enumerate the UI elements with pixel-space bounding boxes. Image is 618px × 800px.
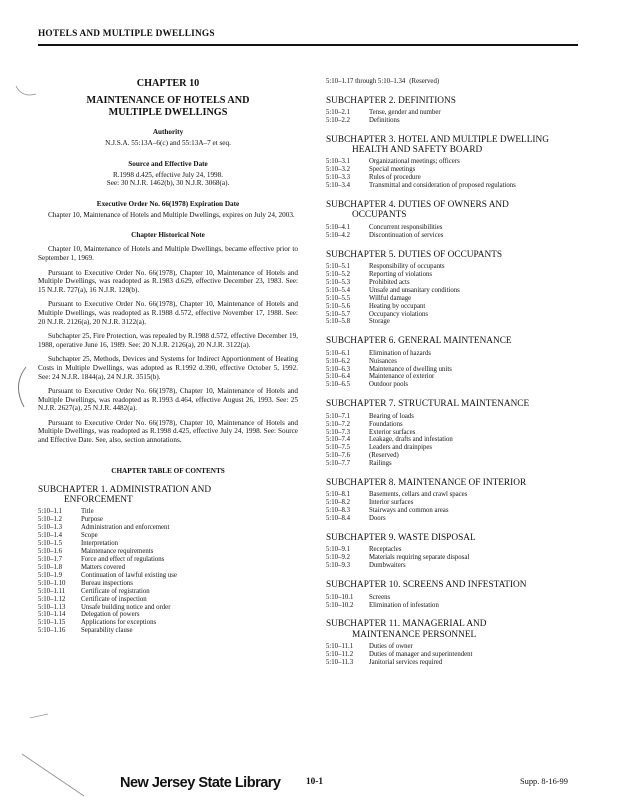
section-title: Interpretation — [81, 539, 118, 547]
toc-entry — [38, 619, 298, 627]
section-title: Tense, gender and number — [369, 109, 441, 117]
section-title: Delegation of powers — [81, 611, 140, 619]
section-number: 5:10–1.8 — [38, 563, 62, 571]
subchapter-title-cont: ENFORCEMENT — [64, 494, 133, 505]
toc-entry — [326, 174, 582, 182]
library-stamp: New Jersey State Library — [120, 775, 281, 791]
section-list — [326, 350, 582, 390]
toc-entry — [326, 224, 582, 232]
scan-mark — [28, 710, 50, 722]
toc-entry — [326, 232, 582, 240]
section-title: Reporting of violations — [369, 270, 433, 278]
section-number: 5:10–3.1 — [326, 158, 350, 166]
toc-entry — [326, 109, 582, 117]
toc-entry — [38, 596, 298, 604]
section-title: Interior surfaces — [369, 499, 414, 507]
toc-entry — [38, 580, 298, 588]
toc-entry — [38, 611, 298, 619]
page-number: 10-1 — [306, 777, 324, 787]
section-number: 5:10–3.4 — [326, 182, 350, 190]
section-list — [326, 413, 582, 469]
toc-entry — [326, 166, 582, 174]
toc-entry — [326, 295, 582, 303]
section-number: 5:10–9.2 — [326, 554, 350, 562]
toc-entry — [38, 564, 298, 572]
section-number: 5:10–1.9 — [38, 571, 62, 579]
section-title: Purpose — [81, 516, 103, 524]
source-line-2: See: 30 N.J.R. 1462(b), 30 N.J.R. 3068(a). — [106, 179, 230, 188]
subchapter-heading — [326, 478, 582, 488]
section-number: 5:10–6.3 — [326, 365, 350, 373]
section-title: Elimination of infestation — [369, 601, 439, 609]
section-number: 5:10–10.2 — [326, 601, 354, 609]
section-title: (Reserved) — [369, 452, 399, 460]
section-title: Materials requiring separate disposal — [369, 554, 470, 562]
toc-entry — [326, 350, 582, 358]
toc-entry — [326, 318, 582, 326]
section-title: Duties of owner — [369, 642, 413, 650]
chapter-title-line-2: MULTIPLE DWELLINGS — [108, 107, 228, 118]
section-list — [326, 643, 582, 667]
toc-entry — [326, 381, 582, 389]
section-number: 5:10–7.3 — [326, 428, 350, 436]
section-title: Bearing of loads — [369, 412, 414, 420]
section-title: Transmittal and consideration of proposed regulations — [369, 182, 516, 190]
subchapter-title: SUBCHAPTER 5. DUTIES OF OCCUPANTS — [326, 249, 503, 260]
toc-entry — [38, 524, 298, 532]
source-heading: Source and Effective Date — [128, 159, 208, 168]
toc-entry — [326, 602, 582, 610]
section-number: 5:10–11.1 — [326, 642, 354, 650]
section-title: Responsibility of occupants — [369, 262, 445, 270]
section-number: 5:10–5.4 — [326, 286, 350, 294]
section-number: 5:10–1.1 — [38, 508, 62, 516]
toc-entry — [326, 651, 582, 659]
section-list — [38, 508, 298, 635]
section-title: Maintenance requirements — [81, 547, 154, 555]
toc-entry — [326, 311, 582, 319]
toc-entry — [326, 279, 582, 287]
section-title: Certificate of registration — [81, 587, 150, 595]
section-title: Occupancy violations — [369, 310, 429, 318]
subchapter-heading — [326, 96, 582, 106]
toc-entry — [326, 358, 582, 366]
section-number: 5:10–1.15 — [38, 619, 66, 627]
toc-entry — [326, 562, 582, 570]
toc-entry — [326, 413, 582, 421]
toc-heading: CHAPTER TABLE OF CONTENTS — [111, 466, 225, 475]
section-number: 5:10–7.2 — [326, 420, 350, 428]
history-paragraph: Subchapter 25, Fire Protection, was repealed by R.1988 d.572, effective December 19, 1988, operative June 16, 1989. See: 20 N.J.R. 2126(a), 20 N.J.R. 3122(a). — [38, 332, 298, 349]
section-title: Basements, cellars and crawl spaces — [369, 491, 468, 499]
chapter-number: CHAPTER 10 — [136, 78, 200, 89]
section-list — [326, 109, 582, 125]
subchapter-heading — [326, 580, 582, 590]
toc-entry — [326, 499, 582, 507]
subchapter-title: SUBCHAPTER 10. SCREENS AND INFESTATION — [326, 580, 527, 591]
section-title: Organizational meetings; officers — [369, 158, 460, 166]
toc-entry — [326, 158, 582, 166]
section-title: Continuation of lawful existing use — [81, 571, 177, 579]
subchapter-title: SUBCHAPTER 8. MAINTENANCE OF INTERIOR — [326, 478, 527, 489]
header-rule — [38, 44, 578, 46]
toc-entry-title: (Reserved) — [409, 78, 440, 85]
section-number: 5:10–4.1 — [326, 223, 350, 231]
expiration-text: Chapter 10, Maintenance of Hotels and Multiple Dwellings, expires on July 24, 2003. — [48, 210, 295, 219]
toc-entry — [326, 546, 582, 554]
subchapter-heading — [326, 399, 582, 409]
section-number: 5:10–9.3 — [326, 562, 350, 570]
section-title: Administration and enforcement — [81, 523, 170, 531]
toc-entry — [326, 117, 582, 125]
section-number: 5:10–8.3 — [326, 507, 350, 515]
toc-entry — [326, 594, 582, 602]
subchapter-heading — [326, 533, 582, 543]
section-number: 5:10–3.2 — [326, 166, 350, 174]
supplement-date: Supp. 8-16-99 — [520, 777, 568, 786]
section-title: Certificate of inspection — [81, 595, 147, 603]
section-number: 5:10–5.2 — [326, 270, 350, 278]
source-line-1: R.1998 d.425, effective July 24, 1998. — [112, 170, 224, 179]
section-title: Screens — [369, 593, 391, 601]
history-heading: Chapter Historical Note — [131, 231, 205, 240]
section-number: 5:10–8.4 — [326, 515, 350, 523]
section-number: 5:10–1.13 — [38, 603, 66, 611]
section-number: 5:10–5.6 — [326, 302, 350, 310]
subchapter-title: SUBCHAPTER 11. MANAGERIAL AND — [326, 619, 487, 630]
right-column — [326, 78, 582, 667]
section-title: Willful damage — [369, 294, 412, 302]
history-paragraph: Pursuant to Executive Order No. 66(1978), Chapter 10, Maintenance of Hotels and Multiple Dwellings, was readopted as R.1998 d.425, effective July 24, 1998. See: Source and Effective Date. See, also, section annotations. — [38, 418, 298, 445]
subchapter-heading — [326, 619, 582, 639]
subchapter-heading — [326, 135, 582, 155]
subchapter-title-cont: MAINTENANCE PERSONNEL — [352, 629, 477, 640]
section-title: Outdoor pools — [369, 381, 409, 389]
section-title: Maintenance of dwelling units — [369, 365, 452, 373]
section-title: Title — [81, 508, 94, 516]
toc-entry — [38, 556, 298, 564]
section-title: Doors — [369, 515, 386, 523]
toc-entry — [38, 572, 298, 580]
section-title: Railings — [369, 460, 392, 468]
section-number: 5:10–1.7 — [38, 555, 62, 563]
toc-entry — [326, 263, 582, 271]
authority-heading: Authority — [152, 128, 184, 136]
section-number: 5:10–1.16 — [38, 627, 66, 635]
scan-line-mark — [18, 752, 88, 798]
section-number: 5:10–1.3 — [38, 523, 62, 531]
toc-entry — [326, 460, 582, 468]
section-number: 5:10–1.11 — [38, 587, 66, 595]
section-number: 5:10–4.2 — [326, 231, 350, 239]
section-title: Nuisances — [369, 357, 397, 365]
history-paragraph: Pursuant to Executive Order No. 66(1978), Chapter 10, Maintenance of Hotels and Multiple Dwellings, was readopted as R.1993 d.464, effective August 26, 1993. See: 25 N.J.R. 2627(a), 25 N.J.R. 4482(a). — [38, 387, 298, 413]
section-number: 5:10–7.7 — [326, 460, 350, 468]
toc-entry — [326, 78, 582, 86]
subchapter-heading — [38, 485, 298, 505]
section-number: 5:10–1.14 — [38, 611, 66, 619]
section-title: Separability clause — [81, 627, 133, 635]
section-number: 5:10–7.6 — [326, 452, 350, 460]
toc-entry — [326, 515, 582, 523]
subchapter-title: SUBCHAPTER 9. WASTE DISPOSAL — [326, 533, 476, 544]
toc-entry — [38, 532, 298, 540]
subchapter-heading — [326, 250, 582, 260]
toc-entry — [38, 627, 298, 635]
subchapter-title: SUBCHAPTER 3. HOTEL AND MULTIPLE DWELLING — [326, 135, 549, 146]
expiration-heading: Executive Order No. 66(1978) Expiration Date — [96, 199, 240, 208]
section-number: 5:10–5.8 — [326, 318, 350, 326]
toc-entry — [326, 659, 582, 667]
section-title: Heating by occupant — [369, 302, 426, 310]
toc-entry — [326, 452, 582, 460]
section-title: Foundations — [369, 420, 403, 428]
left-column — [38, 78, 298, 635]
section-number: 5:10–6.4 — [326, 373, 350, 381]
section-title: Definitions — [369, 117, 400, 125]
section-title: Bureau inspections — [81, 579, 133, 587]
toc-entry — [38, 540, 298, 548]
section-number: 5:10–7.4 — [326, 436, 350, 444]
toc-entry — [326, 182, 582, 190]
section-number: 5:10–5.7 — [326, 310, 350, 318]
toc-entry — [38, 604, 298, 612]
section-title: Concurrent responsibilities — [369, 223, 443, 231]
section-title: Duties of manager and superintendent — [369, 650, 473, 658]
toc-entry — [38, 588, 298, 596]
toc-entry — [326, 271, 582, 279]
toc-entry — [326, 429, 582, 437]
subchapter-title: SUBCHAPTER 6. GENERAL MAINTENANCE — [326, 336, 512, 347]
section-number: 5:10–6.5 — [326, 381, 350, 389]
section-number: 5:10–1.6 — [38, 547, 62, 555]
toc-entry — [326, 373, 582, 381]
section-number: 5:10–1.4 — [38, 531, 62, 539]
section-title: Receptacles — [369, 546, 402, 554]
section-number: 5:10–1.10 — [38, 579, 66, 587]
section-number: 5:10–1.2 — [38, 516, 62, 524]
section-number: 5:10–9.1 — [326, 546, 350, 554]
section-number: 5:10–1.5 — [38, 539, 62, 547]
section-title: Matters covered — [81, 563, 125, 571]
section-list — [326, 491, 582, 523]
toc-entry — [326, 287, 582, 295]
punch-hole-mark — [10, 365, 30, 410]
chapter-title — [38, 95, 298, 119]
section-number: 5:10–5.1 — [326, 262, 350, 270]
section-number: 5:10–5.5 — [326, 294, 350, 302]
section-number: 5:10–2.2 — [326, 117, 350, 125]
section-title: Maintenance of exterior — [369, 373, 435, 381]
section-title: Unsafe and unsanitary conditions — [369, 286, 460, 294]
section-number: 5:10–1.12 — [38, 595, 66, 603]
subchapter-title-cont: OCCUPANTS — [352, 210, 407, 221]
toc-entry — [326, 554, 582, 562]
section-number: 5:10–11.3 — [326, 658, 354, 666]
section-title: Rules of procedure — [369, 174, 421, 182]
section-title: Applications for exceptions — [81, 619, 157, 627]
section-title: Janitorial services required — [369, 658, 443, 666]
section-title: Prohibited acts — [369, 278, 410, 286]
authority-text: N.J.S.A. 55:13A–6(c) and 55:13A–7 et seq. — [105, 139, 231, 147]
left-toc — [38, 485, 298, 636]
scan-mark — [14, 82, 40, 102]
section-title: Leakage, drafts and infestation — [369, 436, 453, 444]
history-paragraph: Pursuant to Executive Order No. 66(1978), Chapter 10, Maintenance of Hotels and Multiple Dwellings, was readopted as R.1988 d.572, effective November 17, 1988. See: 20 N.J.R. 2126(a), 20 N.J.R. 3122(a). — [38, 300, 298, 326]
section-title: Leaders and drainpipes — [369, 444, 433, 452]
section-number: 5:10–8.2 — [326, 499, 350, 507]
running-header: HOTELS AND MULTIPLE DWELLINGS — [38, 29, 215, 39]
section-list — [326, 594, 582, 610]
history-paragraph: Chapter 10, Maintenance of Hotels and Multiple Dwellings, became effective prior to September 1, 1969. — [38, 245, 298, 262]
right-toc — [326, 96, 582, 667]
toc-entry — [326, 303, 582, 311]
toc-entry — [326, 436, 582, 444]
section-number: 5:10–5.3 — [326, 278, 350, 286]
toc-entry — [326, 643, 582, 651]
history-paragraph: Subchapter 25, Methods, Devices and Systems for Indirect Apportionment of Heating Costs in Multiple Dwellings, was adopted as R.1992 d.390, effective October 5, 1992. See: 24 N.J.R. 1844(a), 24 N.J.R. 3515(b). — [38, 355, 298, 381]
section-list — [326, 263, 582, 327]
toc-entry-range: 5:10–1.17 through 5:10–1.34 — [326, 78, 406, 85]
section-number: 5:10–3.3 — [326, 174, 350, 182]
section-number: 5:10–11.2 — [326, 650, 354, 658]
subchapter-title: SUBCHAPTER 4. DUTIES OF OWNERS AND — [326, 200, 509, 211]
section-number: 5:10–6.2 — [326, 357, 350, 365]
section-title: Scope — [81, 531, 98, 539]
subchapter-title: SUBCHAPTER 1. ADMINISTRATION AND — [38, 484, 212, 495]
section-title: Force and effect of regulations — [81, 555, 165, 563]
section-number: 5:10–7.5 — [326, 444, 350, 452]
section-title: Elimination of hazards — [369, 349, 431, 357]
toc-entry — [326, 444, 582, 452]
section-title: Special meetings — [369, 166, 416, 174]
section-title: Storage — [369, 318, 390, 326]
section-number: 5:10–6.1 — [326, 349, 350, 357]
chapter-title-line-1: MAINTENANCE OF HOTELS AND — [86, 95, 250, 106]
toc-entry — [326, 507, 582, 515]
section-list — [326, 224, 582, 240]
subchapter-title: SUBCHAPTER 7. STRUCTURAL MAINTENANCE — [326, 399, 530, 410]
subchapter-title-cont: HEALTH AND SAFETY BOARD — [352, 145, 483, 156]
section-number: 5:10–10.1 — [326, 593, 354, 601]
section-title: Discontinuation of services — [369, 231, 444, 239]
toc-entry — [38, 508, 298, 516]
section-list — [326, 158, 582, 190]
toc-entry — [326, 366, 582, 374]
history-paragraph: Pursuant to Executive Order No. 66(1978), Chapter 10, Maintenance of Hotels and Multiple Dwellings, was readopted as R.1983 d.629, effective December 23, 1983. See: 15 N.J.R. 727(a), 16 N.J.R. 128(b). — [38, 268, 298, 294]
section-title: Dumbwaiters — [369, 562, 406, 570]
section-title: Exterior surfaces — [369, 428, 416, 436]
subchapter-title: SUBCHAPTER 2. DEFINITIONS — [326, 95, 456, 106]
toc-entry — [326, 491, 582, 499]
subchapter-heading — [326, 200, 582, 220]
section-title: Unsafe building notice and order — [81, 603, 171, 611]
section-number: 5:10–2.1 — [326, 109, 350, 117]
toc-entry — [326, 421, 582, 429]
section-number: 5:10–8.1 — [326, 491, 350, 499]
section-list — [326, 546, 582, 570]
section-number: 5:10–7.1 — [326, 412, 350, 420]
section-title: Stairways and common areas — [369, 507, 449, 515]
subchapter-heading — [326, 336, 582, 346]
toc-entry — [38, 516, 298, 524]
toc-entry — [38, 548, 298, 556]
